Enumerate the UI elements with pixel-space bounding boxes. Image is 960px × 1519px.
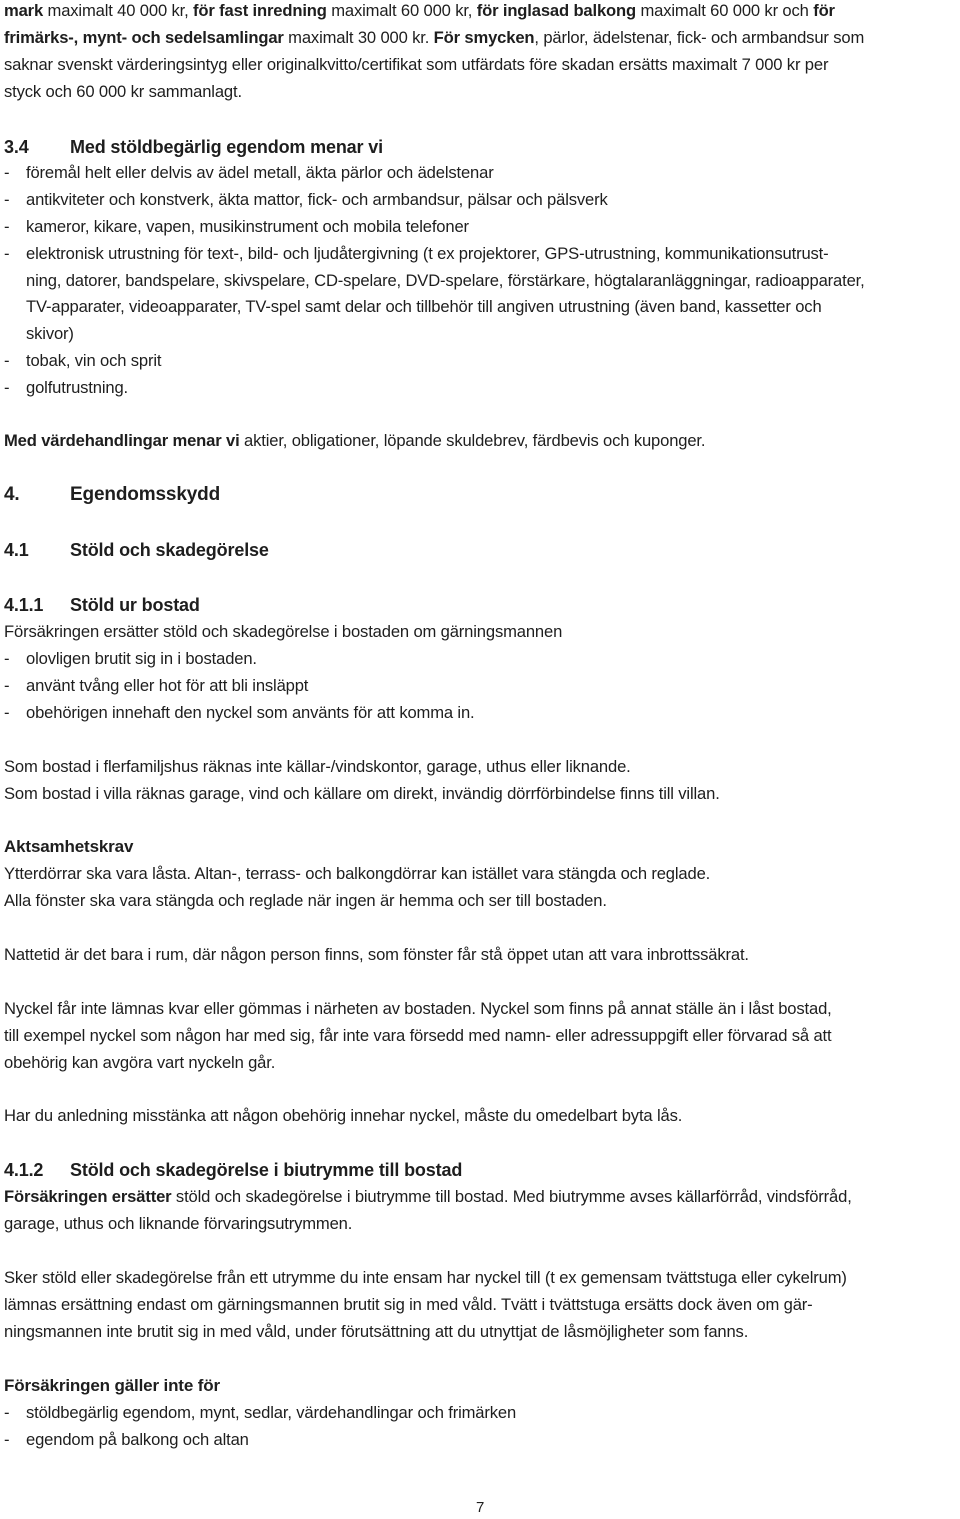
text: maximalt 60 000 kr,: [326, 1, 477, 20]
section-4-1-1-heading: [4, 594, 200, 616]
text: maximalt 30 000 kr.: [283, 28, 434, 47]
paragraph: Ytterdörrar ska vara låsta. Altan-, terrass- och balkongdörrar kan istället vara stängda och reglade.: [4, 864, 711, 883]
list-item: - elektronisk utrustning för text-, bild- och ljudåtergivning (t ex projektorer, GPS-utrustning, kommunikationsutrust-: [4, 244, 829, 263]
list-item-continuation: ning, datorer, bandspelare, skivspelare, CD-spelare, DVD-spelare, förstärkare, högtalaranläggningar, radioapparater,: [26, 271, 865, 290]
intro-line-4: styck och 60 000 kr sammanlagt.: [4, 82, 242, 101]
paragraph: Sker stöld eller skadegörelse från ett utrymme du inte ensam har nyckel till (t ex gemensam tvättstuga eller cykelrum): [4, 1268, 847, 1287]
section-4-1-heading: [4, 539, 269, 561]
intro-line-2: [4, 27, 864, 49]
bold-text: mark: [4, 1, 44, 20]
aktsamhetskrav-heading: Aktsamhetskrav: [4, 837, 134, 856]
list-item: - obehörigen innehaft den nyckel som använts för att komma in.: [4, 703, 475, 722]
page-number: 7: [476, 1499, 485, 1516]
list-item: - egendom på balkong och altan: [4, 1430, 249, 1449]
exclusions-heading: Försäkringen gäller inte för: [4, 1376, 220, 1395]
paragraph: Alla fönster ska vara stängda och reglade när ingen är hemma och ser till bostaden.: [4, 891, 607, 910]
bold-text: för inglasad balkong: [476, 1, 637, 20]
section-title: Med stöldbegärlig egendom menar vi: [70, 137, 383, 157]
section-4-1-2-heading: [4, 1159, 462, 1181]
paragraph: Har du anledning misstänka att någon obehörig innehar nyckel, måste du omedelbart byta lås.: [4, 1106, 683, 1125]
section-title: Stöld och skadegörelse i biutrymme till bostad: [70, 1160, 463, 1180]
list-item: - föremål helt eller delvis av ädel metall, äkta pärlor och ädelstenar: [4, 163, 494, 182]
paragraph: till exempel nyckel som någon har med sig, får inte vara försedd med namn- eller adressuppgift eller förvarad så att: [4, 1026, 832, 1045]
list-item-text: egendom på balkong och altan: [26, 1430, 249, 1449]
paragraph: garage, uthus och liknande förvaringsutrymmen.: [4, 1214, 353, 1233]
section-number: 3.4: [4, 137, 29, 157]
list-item-text: stöldbegärlig egendom, mynt, sedlar, värdehandlingar och frimärken: [26, 1403, 517, 1422]
text: maximalt 40 000 kr,: [43, 1, 194, 20]
list-item-text: elektronisk utrustning för text-, bild- och ljudåtergivning (t ex projektorer, GPS-utrustning, kommunikationsutrust-: [26, 244, 829, 263]
section-4-1-1-intro: Försäkringen ersätter stöld och skadegörelse i bostaden om gärningsmannen: [4, 622, 563, 641]
list-item: - kameror, kikare, vapen, musikinstrument och mobila telefoner: [4, 217, 469, 236]
bold-text: Med värdehandlingar menar vi: [4, 431, 240, 450]
section-number: 4.: [4, 484, 20, 505]
section-number: 4.1.2: [4, 1160, 44, 1180]
paragraph: obehörig kan avgöra vart nyckeln går.: [4, 1053, 276, 1072]
list-item-continuation: TV-apparater, videoapparater, TV-spel samt delar och tillbehör till angiven utrustning (även band, kassetter och: [26, 297, 822, 316]
paragraph: Nyckel får inte lämnas kvar eller gömmas i närheten av bostaden. Nyckel som finns på annat ställe än i låst bostad,: [4, 999, 832, 1018]
section-number: 4.1.1: [4, 595, 44, 615]
list-item: - olovligen brutit sig in i bostaden.: [4, 649, 257, 668]
section-4-heading: [4, 484, 220, 506]
list-item: - stöldbegärlig egendom, mynt, sedlar, värdehandlingar och frimärken: [4, 1403, 517, 1422]
section-title: Egendomsskydd: [70, 484, 221, 505]
intro-line-1: [4, 0, 835, 22]
list-item-text: använt tvång eller hot för att bli insläppt: [26, 676, 309, 695]
list-item: - tobak, vin och sprit: [4, 351, 162, 370]
text: maximalt 60 000 kr och: [636, 1, 814, 20]
list-item-text: föremål helt eller delvis av ädel metall, äkta pärlor och ädelstenar: [26, 163, 494, 182]
section-number: 4.1: [4, 540, 29, 560]
list-item: - använt tvång eller hot för att bli insläppt: [4, 676, 309, 695]
text: aktier, obligationer, löpande skuldebrev, färdbevis och kuponger.: [239, 431, 706, 450]
list-item-text: antikviteter och konstverk, äkta mattor, fick- och armbandsur, pälsar och pälsverk: [26, 190, 608, 209]
list-item-text: kameror, kikare, vapen, musikinstrument och mobila telefoner: [26, 217, 469, 236]
list-item-text: obehörigen innehaft den nyckel som använts för att komma in.: [26, 703, 475, 722]
paragraph: lämnas ersättning endast om gärningsmannen brutit sig in med våld. Tvätt i tvättstuga ersätts dock även om gär-: [4, 1295, 813, 1314]
list-item: - golfutrustning.: [4, 378, 128, 397]
list-item-text: olovligen brutit sig in i bostaden.: [26, 649, 257, 668]
bold-text: för: [813, 1, 835, 20]
paragraph: Nattetid är det bara i rum, där någon person finns, som fönster får stå öppet utan att vara inbrottssäkrat.: [4, 945, 749, 964]
paragraph: [4, 1186, 852, 1208]
bold-text: frimärks-, mynt- och sedelsamlingar: [4, 28, 284, 47]
intro-line-3: saknar svenskt värderingsintyg eller originalkvitto/certifikat som utfärdats före skadan ersätts maximalt 7 000 kr per: [4, 55, 829, 74]
section-3-4-heading: [4, 136, 383, 158]
text: stöld och skadegörelse i biutrymme till bostad. Med biutrymme avses källarförråd, vindsförråd,: [171, 1187, 852, 1206]
paragraph: ningsmannen inte brutit sig in med våld, under förutsättning att du utnyttjat de låsmöjligheter som fanns.: [4, 1322, 749, 1341]
bold-text: Försäkringen ersätter: [4, 1187, 172, 1206]
vardehandlingar-paragraph: [4, 430, 705, 452]
bold-text: för fast inredning: [193, 1, 327, 20]
section-title: Stöld och skadegörelse: [70, 540, 269, 560]
paragraph: Som bostad i flerfamiljshus räknas inte källar-/vindskontor, garage, uthus eller liknande.: [4, 757, 631, 776]
text: , pärlor, ädelstenar, fick- och armbandsur som: [534, 28, 865, 47]
list-item-continuation: skivor): [26, 324, 74, 343]
list-item-text: tobak, vin och sprit: [26, 351, 162, 370]
paragraph: Som bostad i villa räknas garage, vind och källare om direkt, invändig dörrförbindelse finns till villan.: [4, 784, 720, 803]
bold-text: För smycken: [433, 28, 535, 47]
list-item: - antikviteter och konstverk, äkta mattor, fick- och armbandsur, pälsar och pälsverk: [4, 190, 608, 209]
list-item-text: golfutrustning.: [26, 378, 128, 397]
section-title: Stöld ur bostad: [70, 595, 200, 615]
